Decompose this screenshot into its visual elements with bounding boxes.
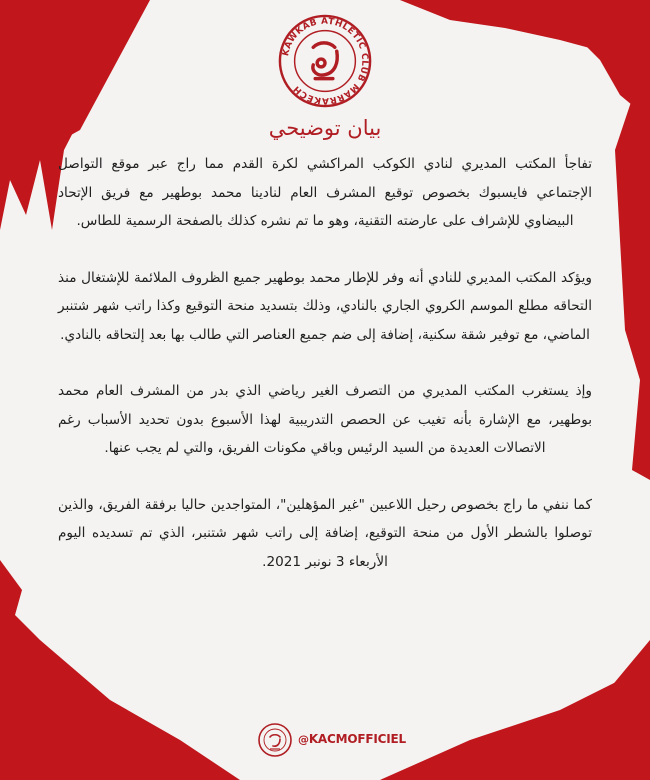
statement-paragraph: وإذ يستغرب المكتب المديري من التصرف الغير رياضي الذي بدر من المشرف العام محمد بوطهير، مع الإشارة بأنه تغيب عن الحصص التدريبية لهذا الأسبوع بدون تحديد الأسباب رغم الاتصالات العديدة من السيد الرئيس وباقي مكونات الفريق، والتي لم يجب عنها. (58, 383, 592, 456)
statement-paragraph: ويؤكد المكتب المديري للنادي أنه وفر للإطار محمد بوطهير جميع الظروف الملائمة للإشتغال منذ التحاقه مطلع الموسم الكروي الجاري بالنادي، وذلك بتسديد منحة التوقيع وكذا راتب شهر شتنبر الماضي، مع توفير شقة سكنية، إضافة إلى ضم جميع العناصر التي طالب بها بعد إلتحاقه بالنادي. (58, 269, 592, 343)
bottom-right-brush-high (600, 640, 650, 700)
statement-body (58, 150, 592, 604)
social-handle-text: KACMOFFICIEL (308, 732, 406, 746)
statement-title: بيان توضيحي (268, 116, 382, 140)
logo-ring-text: KAWKAB ATHLÉTIC CLUB MARRAKECH (281, 16, 370, 106)
logo-emblem-icon (313, 43, 337, 79)
at-symbol: @ (298, 733, 309, 746)
statement-paragraph: كما ننفي ما راج بخصوص رحيل اللاعبين "غير المؤهلين"، المتواجدين حاليا برفقة الفريق، والذين توصلوا بالشطر الأول من منحة التوقيع، إضافة إلى راتب شهر شتنبر، الذي تم تسديده اليوم الأربعاء 3 نونبر 2021. (58, 496, 592, 570)
footer-club-logo-icon (257, 722, 293, 758)
footer (0, 722, 650, 758)
club-logo (276, 12, 374, 110)
bottom-right-brush (380, 660, 650, 780)
statement-paragraph: تفاجأ المكتب المديري لنادي الكوكب المراكشي لكرة القدم مما راج عبر موقع التواصل الإجتماعي فايسبوك بخصوص توقيع المشرف العام لنادينا محمد بوطهير مع فريق الإتحاد البيضاوي للإشراف على عارضته التقنية، وهو ما تم نشره كذلك بالصفحة الرسمية للطاس. (58, 156, 592, 229)
social-handle[interactable] (298, 732, 406, 746)
